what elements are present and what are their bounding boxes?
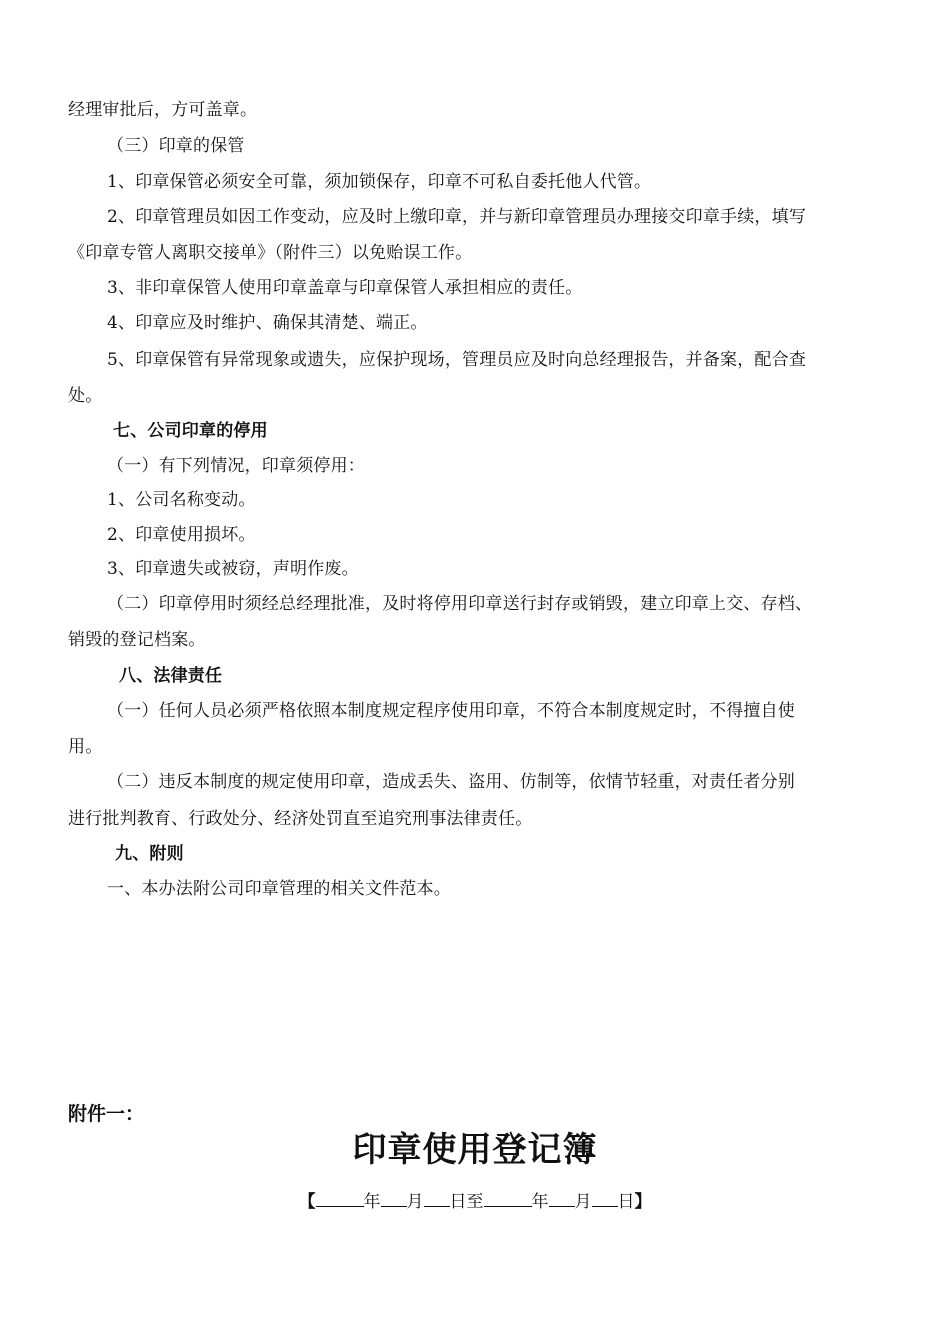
section-heading: 七、公司印章的停用 [113,421,268,441]
paragraph-line: （一）有下列情况，印章须停用： [107,456,365,476]
subsection-heading: （三）印章的保管 [107,136,245,156]
start-month-label: 月 [406,1192,424,1212]
end-month-label: 月 [574,1192,592,1212]
paragraph-line: 经理审批后，方可盖章。 [68,100,258,120]
appendix-label: 附件一： [68,1103,145,1125]
paragraph-line: 进行批判教育、行政处分、经济处罚直至追究刑事法律责任。 [68,809,533,829]
start-month-blank[interactable] [381,1190,407,1207]
paragraph-line: 销毁的登记档案。 [68,630,206,650]
paragraph-line: 用。 [68,737,103,757]
paragraph-line: 1、印章保管必须安全可靠，须加锁保存，印章不可私自委托他人代管。 [107,172,652,192]
paragraph-line: 4、印章应及时维护、确保其清楚、端正。 [107,313,428,333]
paragraph-line: （二）违反本制度的规定使用印章，造成丢失、盗用、仿制等，依情节轻重，对责任者分别 [107,772,795,792]
paragraph-line: 1、公司名称变动。 [107,490,256,510]
paragraph-line: 2、印章使用损坏。 [107,525,256,545]
paragraph-line: （一）任何人员必须严格依照本制度规定程序使用印章，不符合本制度规定时，不得擅自使 [107,701,795,721]
open-bracket: 【 [298,1192,316,1212]
paragraph-line: 3、印章遗失或被窃，声明作废。 [107,559,359,579]
start-day-blank[interactable] [424,1190,450,1207]
date-range [0,1190,950,1214]
paragraph-line: （二）印章停用时须经总经理批准，及时将停用印章送行封存或销毁，建立印章上交、存档、 [107,594,813,614]
start-year-label: 年 [363,1192,381,1212]
close-bracket: 】 [634,1192,652,1212]
paragraph-line: 3、非印章保管人使用印章盖章与印章保管人承担相应的责任。 [107,278,583,298]
end-year-label: 年 [531,1192,549,1212]
start-day-label: 日至 [449,1192,484,1212]
paragraph-line: 《印章专管人离职交接单》（附件三）以免贻误工作。 [68,243,473,263]
paragraph-line: 2、印章管理员如因工作变动，应及时上缴印章，并与新印章管理员办理接交印章手续，填写 [107,207,807,227]
appendix-title: 印章使用登记簿 [352,1130,598,1170]
section-heading: 八、法律责任 [119,666,223,686]
end-year-blank[interactable] [484,1190,532,1207]
section-heading: 九、附则 [115,844,184,864]
paragraph-line: 处。 [68,386,103,406]
end-day-blank[interactable] [592,1190,618,1207]
end-month-blank[interactable] [549,1190,575,1207]
paragraph-line: 一、本办法附公司印章管理的相关文件范本。 [107,879,451,899]
paragraph-line: 5、印章保管有异常现象或遗失，应保护现场，管理员应及时向总经理报告，并备案，配合查 [107,350,807,370]
start-year-blank[interactable] [316,1190,364,1207]
end-day-label: 日 [617,1192,635,1212]
